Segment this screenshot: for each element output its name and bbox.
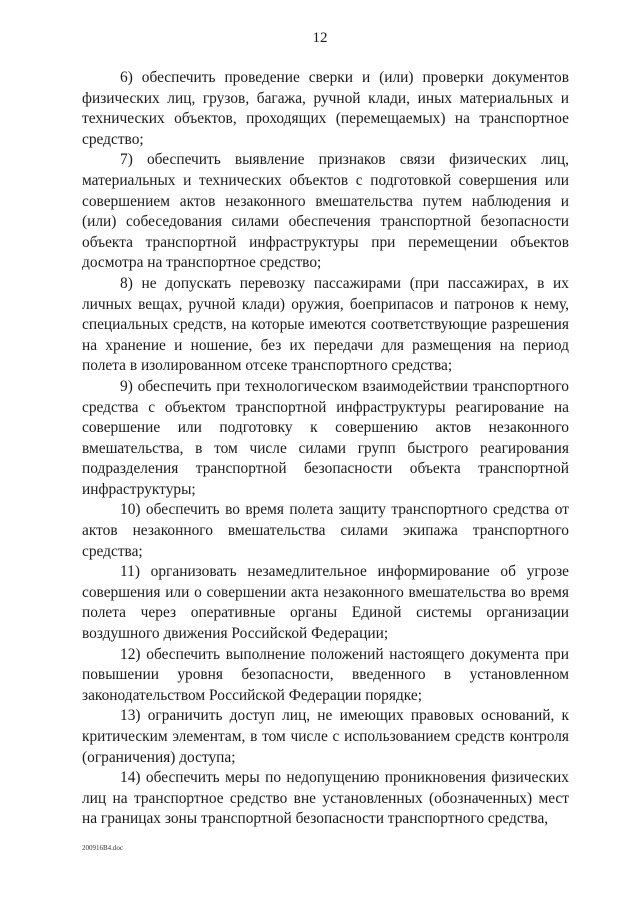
paragraph-item-8: 8) не допускать перевозку пассажирами (при пассажирах, в их личных вещах, ручной клади) оружия, боеприпасов и патронов к нему, специальных средств, на которые имеются соответствующие разрешения на хранение и ношение, без их передачи для размещения на период полета в изолированном отсеке транспортного средства; [82, 274, 569, 375]
paragraph-item-7: 7) обеспечить выявление признаков связи физических лиц, материальных и технических объектов с подготовкой совершения или совершением актов незаконного вмешательства путем наблюдения и (или) собеседования силами обеспечения транспортной безопасности объекта транспортной инфраструктуры при перемещении объектов досмотра на транспортное средство; [82, 151, 569, 272]
paragraph-item-10: 10) обеспечить во время полета защиту транспортного средства от актов незаконного вмешательства силами экипажа транспортного средства; [82, 501, 569, 560]
page-number: 12 [312, 30, 328, 46]
paragraph-item-11: 11) организовать незамедлительное информирование об угрозе совершения или о совершении акта незаконного вмешательства во время полета через оперативные органы Единой системы организации воздушного движения Российской Федерации; [82, 563, 569, 643]
paragraph-item-6: 6) обеспечить проведение сверки и (или) проверки документов физических лиц, грузов, багажа, ручной клади, иных материальных и технических объектов, проходящих (перемещаемых) на транспортное средство; [82, 69, 569, 148]
paragraph-item-12: 12) обеспечить выполнение положений настоящего документа при повышении уровня безопасности, введенного в установленном законодательством Российской Федерации порядке; [82, 645, 569, 704]
paragraph-item-14: 14) обеспечить меры по недопущению проникновения физических лиц на транспортное средство вне установленных (обозначенных) мест на границах зоны транспортной безопасности транспортного средства, [82, 769, 569, 828]
file-name-footer: 200916B4.doc [82, 844, 124, 852]
paragraph-item-13: 13) ограничить доступ лиц, не имеющих правовых оснований, к критическим элементам, в том числе с использованием средств контроля (ограничения) доступа; [82, 707, 569, 766]
document-body [82, 68, 569, 830]
paragraph-item-9: 9) обеспечить при технологическом взаимодействии транспортного средства с объектом транспортной инфраструктуры реагирование на совершение или подготовку к совершению актов незаконного вмешательства, в том числе силами групп быстрого реагирования подразделения транспортной безопасности объекта транспортной инфраструктуры; [82, 377, 569, 498]
